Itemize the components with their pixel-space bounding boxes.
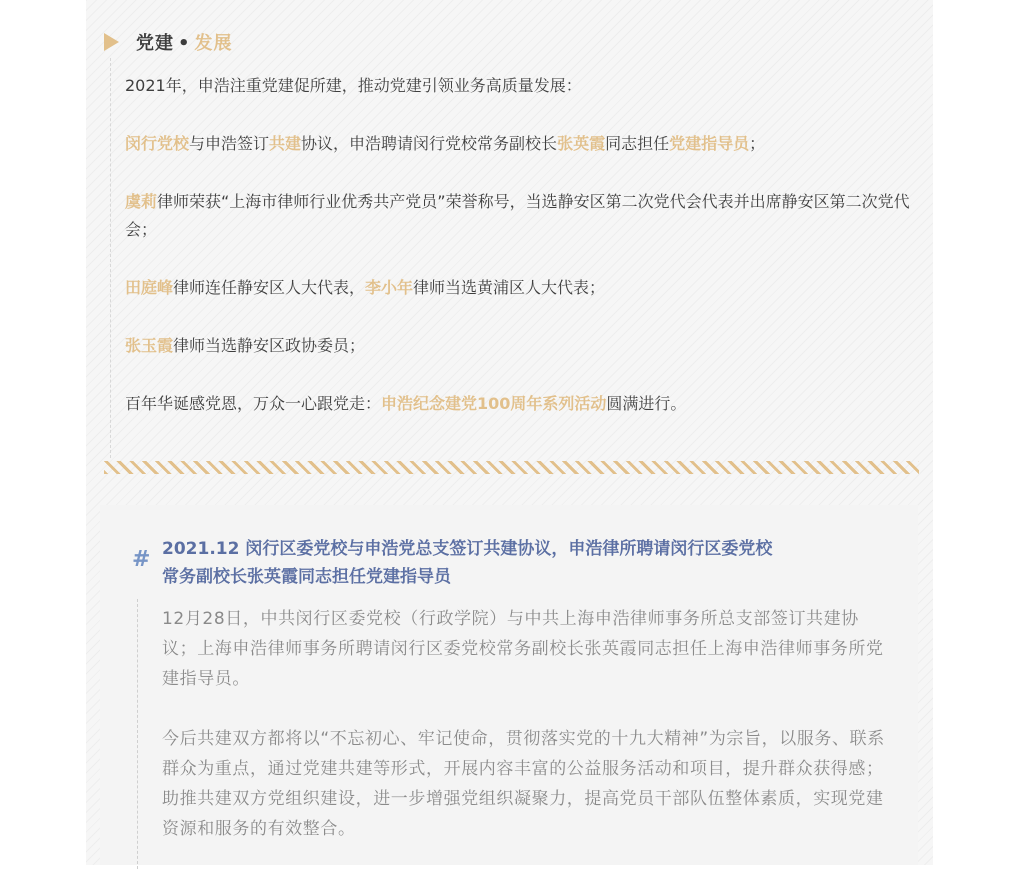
item-zhang-yuxia bbox=[125, 332, 915, 360]
article-page bbox=[86, 0, 933, 865]
news-dashed-line bbox=[137, 599, 138, 869]
triangle-marker-icon bbox=[104, 33, 119, 51]
achievements-text bbox=[125, 72, 915, 418]
plain-text: 同志担任 bbox=[605, 134, 670, 153]
highlight-text: 张玉霞 bbox=[125, 336, 174, 355]
section-title-main: 党建 bbox=[136, 33, 174, 54]
news-paragraph-1: 12月28日，中共闵行区委党校（行政学院）与中共上海申浩律师事务所总支部签订共建协议；上海申浩律师事务所聘请闵行区委党校常务副校长张英霞同志担任上海申浩律师事务所党建指导员。 bbox=[162, 609, 884, 689]
highlight-text: 申浩纪念建党100周年系列活动 bbox=[381, 394, 607, 413]
hash-icon: # bbox=[132, 547, 151, 572]
plain-text: 律师当选静安区政协委员； bbox=[173, 336, 366, 355]
plain-text: 协议，申浩聘请闵行党校常务副校长 bbox=[301, 134, 558, 153]
item-tian-li bbox=[125, 274, 915, 302]
section-title bbox=[136, 29, 233, 55]
plain-text: 律师荣获“上海市律师行业优秀共产党员”荣誉称号，当选静安区第二次党代会代表并出席静安区第二次党代会； bbox=[125, 192, 910, 239]
item-yu-li bbox=[125, 188, 915, 244]
section-title-dot: • bbox=[178, 33, 191, 54]
intro-paragraph: 2021年，申浩注重党建促所建，推动党建引领业务高质量发展： bbox=[125, 76, 582, 95]
section-header bbox=[104, 30, 233, 54]
plain-text: 圆满进行。 bbox=[606, 394, 687, 413]
dashed-guide-line bbox=[110, 58, 111, 458]
highlight-text: 田庭峰 bbox=[125, 278, 174, 297]
section-title-accent: 发展 bbox=[194, 33, 233, 54]
highlight-text: 虞莉 bbox=[125, 192, 158, 211]
party-building-section bbox=[104, 0, 919, 478]
item-party-school bbox=[125, 130, 915, 158]
diagonal-stripe-divider bbox=[104, 461, 919, 474]
highlight-text: 闵行党校 bbox=[125, 134, 190, 153]
news-title-line1: 2021.12 闵行区委党校与申浩党总支签订共建协议，申浩律所聘请闵行区委党校 bbox=[162, 539, 773, 559]
highlight-text: 党建指导员 bbox=[669, 134, 750, 153]
highlight-text: 张英霞 bbox=[557, 134, 606, 153]
plain-text: 百年华诞感党恩，万众一心跟党走： bbox=[125, 394, 382, 413]
highlight-text: 李小年 bbox=[365, 278, 414, 297]
plain-text: 律师连任静安区人大代表， bbox=[173, 278, 366, 297]
plain-text: 与申浩签订 bbox=[189, 134, 270, 153]
news-card bbox=[100, 505, 918, 865]
item-centenary bbox=[125, 390, 915, 418]
plain-text: ； bbox=[749, 134, 766, 153]
news-title bbox=[162, 535, 862, 591]
plain-text: 律师当选黄浦区人大代表； bbox=[413, 278, 606, 297]
news-title-line2: 常务副校长张英霞同志担任党建指导员 bbox=[162, 567, 451, 587]
highlight-text: 共建 bbox=[269, 134, 302, 153]
news-body bbox=[162, 604, 886, 844]
news-paragraph-2: 今后共建双方都将以“不忘初心、牢记使命，贯彻落实党的十九大精神”为宗旨，以服务、联系群众为重点，通过党建共建等形式，开展内容丰富的公益服务活动和项目，提升群众获得感；助推共建双方党组织建设，进一步增强党组织凝聚力，提高党员干部队伍整体素质，实现党建资源和服务的有效整合。 bbox=[162, 729, 885, 839]
